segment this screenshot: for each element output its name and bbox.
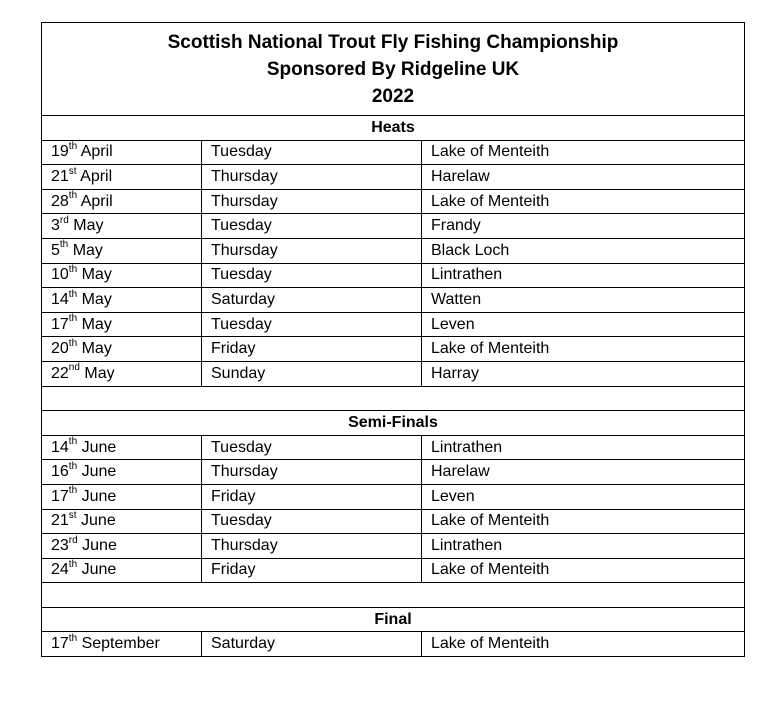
date-ordinal-suffix: nd (68, 362, 80, 374)
date-day: 20 (51, 340, 69, 358)
weekday-cell: Thursday (202, 460, 422, 485)
weekday-cell: Thursday (202, 189, 422, 214)
venue-cell: Harelaw (422, 165, 745, 190)
spacer-row (42, 583, 745, 608)
date-cell (42, 460, 202, 485)
title-line-3: 2022 (371, 85, 415, 107)
spacer-cell (42, 583, 745, 608)
weekday-cell: Saturday (202, 632, 422, 657)
weekday-cell: Tuesday (202, 140, 422, 165)
date-day: 21 (51, 512, 69, 530)
weekday-cell: Tuesday (202, 509, 422, 534)
date-day: 5 (51, 241, 60, 259)
weekday-cell: Sunday (202, 361, 422, 386)
date-month: April (77, 143, 113, 161)
date-day: 23 (51, 536, 69, 554)
date-ordinal-suffix: th (68, 485, 78, 497)
venue-cell: Leven (422, 312, 745, 337)
table-row (42, 337, 745, 362)
date-month: June (77, 536, 117, 554)
date-cell (42, 435, 202, 460)
weekday-cell: Tuesday (202, 312, 422, 337)
weekday-cell: Friday (202, 558, 422, 583)
table-row (42, 460, 745, 485)
date-ordinal-suffix: th (68, 264, 78, 276)
venue-cell: Lake of Menteith (422, 140, 745, 165)
date-month: May (77, 340, 112, 358)
table-row (42, 534, 745, 559)
title-line-1: Scottish National Trout Fly Fishing Championship (167, 31, 619, 53)
date-day: 14 (51, 438, 69, 456)
venue-cell: Lintrathen (422, 263, 745, 288)
venue-cell: Lake of Menteith (422, 632, 745, 657)
table-row (42, 288, 745, 313)
date-ordinal-suffix: th (68, 313, 78, 325)
table-row (42, 509, 745, 534)
table-row (42, 263, 745, 288)
date-month: May (77, 315, 112, 333)
date-cell (42, 361, 202, 386)
venue-cell: Frandy (422, 214, 745, 239)
venue-cell: Black Loch (422, 238, 745, 263)
date-cell (42, 263, 202, 288)
date-ordinal-suffix: th (68, 141, 78, 153)
date-month: April (76, 167, 113, 185)
table-row (42, 312, 745, 337)
date-day: 21 (51, 167, 69, 185)
venue-cell: Harray (422, 361, 745, 386)
date-day: 28 (51, 192, 69, 210)
date-cell (42, 140, 202, 165)
schedule-body (42, 23, 745, 657)
date-cell (42, 509, 202, 534)
section-header-row (42, 116, 745, 141)
title-line-2: Sponsored By Ridgeline UK (266, 58, 520, 80)
date-cell (42, 337, 202, 362)
date-day: 17 (51, 635, 69, 653)
date-cell (42, 312, 202, 337)
date-day: 24 (51, 561, 69, 579)
section-header: Heats (42, 116, 745, 141)
date-cell (42, 534, 202, 559)
date-month: September (77, 635, 160, 653)
weekday-cell: Friday (202, 337, 422, 362)
weekday-cell: Tuesday (202, 435, 422, 460)
date-day: 10 (51, 266, 69, 284)
section-header-row (42, 411, 745, 436)
table-row (42, 189, 745, 214)
date-ordinal-suffix: th (68, 190, 78, 202)
weekday-cell: Thursday (202, 238, 422, 263)
spacer-row (42, 386, 745, 411)
date-month: May (68, 241, 103, 259)
venue-cell: Harelaw (422, 460, 745, 485)
date-ordinal-suffix: th (68, 337, 78, 349)
date-day: 22 (51, 364, 69, 382)
spacer-cell (42, 386, 745, 411)
date-cell (42, 558, 202, 583)
date-day: 17 (51, 487, 69, 505)
date-cell (42, 288, 202, 313)
venue-cell: Lintrathen (422, 435, 745, 460)
table-row (42, 361, 745, 386)
date-month: May (77, 266, 112, 284)
date-day: 17 (51, 315, 69, 333)
date-cell (42, 165, 202, 190)
date-ordinal-suffix: th (68, 559, 78, 571)
venue-cell: Lintrathen (422, 534, 745, 559)
date-ordinal-suffix: th (68, 632, 78, 644)
date-ordinal-suffix: th (68, 288, 78, 300)
venue-cell: Watten (422, 288, 745, 313)
section-header: Final (42, 607, 745, 632)
table-row (42, 165, 745, 190)
date-day: 16 (51, 463, 69, 481)
date-ordinal-suffix: th (68, 460, 78, 472)
date-ordinal-suffix: rd (68, 534, 78, 546)
date-month: May (77, 290, 112, 308)
date-month: May (79, 364, 115, 382)
section-header: Semi-Finals (42, 411, 745, 436)
date-month: April (77, 192, 113, 210)
table-row (42, 558, 745, 583)
date-day: 14 (51, 290, 69, 308)
weekday-cell: Thursday (202, 534, 422, 559)
date-ordinal-suffix: th (68, 436, 78, 448)
date-day: 3 (51, 217, 60, 235)
date-month: June (77, 487, 117, 505)
schedule-table (41, 22, 745, 657)
title-row (42, 23, 745, 116)
date-month: June (76, 512, 116, 530)
date-cell (42, 214, 202, 239)
table-row (42, 140, 745, 165)
date-cell (42, 238, 202, 263)
date-month: May (68, 217, 104, 235)
table-row (42, 435, 745, 460)
date-ordinal-suffix: th (59, 239, 69, 251)
date-ordinal-suffix: st (68, 165, 77, 177)
table-row (42, 484, 745, 509)
date-cell (42, 632, 202, 657)
title-cell (42, 23, 745, 116)
venue-cell: Lake of Menteith (422, 509, 745, 534)
weekday-cell: Thursday (202, 165, 422, 190)
date-cell (42, 189, 202, 214)
venue-cell: Lake of Menteith (422, 558, 745, 583)
venue-cell: Leven (422, 484, 745, 509)
table-row (42, 632, 745, 657)
table-row (42, 238, 745, 263)
date-month: June (77, 463, 117, 481)
weekday-cell: Tuesday (202, 263, 422, 288)
venue-cell: Lake of Menteith (422, 337, 745, 362)
table-row (42, 214, 745, 239)
date-ordinal-suffix: rd (59, 214, 69, 226)
weekday-cell: Tuesday (202, 214, 422, 239)
venue-cell: Lake of Menteith (422, 189, 745, 214)
date-cell (42, 484, 202, 509)
date-day: 19 (51, 143, 69, 161)
section-header-row (42, 607, 745, 632)
date-ordinal-suffix: st (68, 509, 77, 521)
date-month: June (77, 561, 117, 579)
weekday-cell: Friday (202, 484, 422, 509)
date-month: June (77, 438, 117, 456)
weekday-cell: Saturday (202, 288, 422, 313)
